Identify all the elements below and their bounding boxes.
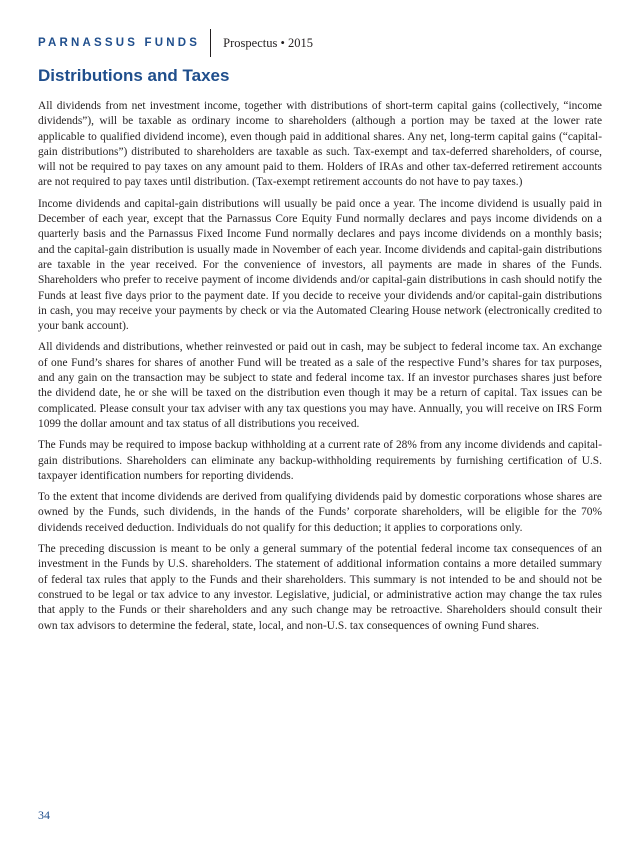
paragraph: The preceding discussion is meant to be only a general summary of the potential federal income tax consequences of an investment in the Funds by U.S. shareholders. The statement of additional information contains a more detailed summary of federal tax rules that apply to the Funds and their shareholders. This summary is not intended to be and should not be construed to be legal or tax advice to any investor. Legislative, judicial, or administrative action may change the tax rules that apply to the Funds or their shareholders and any such change may be retroactive. Shareholders should consult their own tax advisors to determine the federal, state, local, and non-U.S. tax consequences of owning Fund shares.	[38, 543, 602, 632]
brand-name: PARNASSUS FUNDS	[38, 37, 201, 49]
page-header	[38, 28, 313, 58]
document-label: Prospectus • 2015	[223, 35, 313, 50]
body-text	[38, 99, 602, 640]
page-number: 34	[38, 808, 50, 822]
header-divider	[210, 29, 211, 57]
paragraph: Income dividends and capital-gain distributions will usually be paid once a year. The income dividend is usually paid in December of each year, except that the Parnassus Core Equity Fund normally declares and pays income dividends on a quarterly basis and the Parnassus Fixed Income Fund normally declares and pays income dividends on a monthly basis; and the capital-gain distribution is usually made in November of each year. Income dividends and capital-gain distributions are taxable in the year received. For the convenience of investors, all payments are made in shares of the Funds. Shareholders who prefer to receive payment of income dividends and/or capital-gain distributions in cash should notify the Funds at least five days prior to the payment date. If you decide to receive your dividends and/or capital-gain distributions in cash, you may receive your payments by check or via the Automated Clearing House network (electronically credited to your bank account).	[38, 197, 602, 333]
paragraph: To the extent that income dividends are derived from qualifying dividends paid by domestic corporations whose shares are owned by the Funds, such dividends, in the hands of the Funds’ corporate shareholders, will be eligible for the 70% dividends received deduction. Individuals do not qualify for this deduction; it applies to corporations only.	[38, 491, 602, 534]
section-title: Distributions and Taxes	[38, 66, 230, 85]
paragraph: All dividends from net investment income, together with distributions of short-term capital gains (collectively, “income dividends”), will be taxable as ordinary income to shareholders (although a portion may be taxed at the lower rate applicable to qualified dividend income), even though paid in additional shares. Any net, long-term capital gains (“capital-gain distributions”) distributed to shareholders are taxable as such. Tax-exempt and tax-deferred shareholders, of course, will not be required to pay taxes on any amount paid to them. Holders of IRAs and other tax-deferred retirement accounts are not required to pay taxes until distribution. (Tax-exempt retirement accounts do not have to pay taxes.)	[38, 100, 602, 189]
paragraph: The Funds may be required to impose backup withholding at a current rate of 28% from any income dividends and capital-gain distributions. Shareholders can eliminate any backup-withholding requirements by furnishing certification of U.S. taxpayer identification numbers for reporting dividends.	[38, 439, 602, 482]
paragraph: All dividends and distributions, whether reinvested or paid out in cash, may be subject to federal income tax. An exchange of one Fund’s shares for shares of another Fund will be treated as a sale of the respective Fund’s shares for tax purposes, and any gain on the transaction may be subject to state and federal income tax. If an investor purchases shares just before the dividend date, he or she will be taxed on the distribution even though it may be a return of capital. Tax issues can be complicated. Please consult your tax adviser with any tax questions you may have. Annually, you will receive on IRS Form 1099 the dollar amount and tax status of all distributions you received.	[38, 341, 602, 430]
